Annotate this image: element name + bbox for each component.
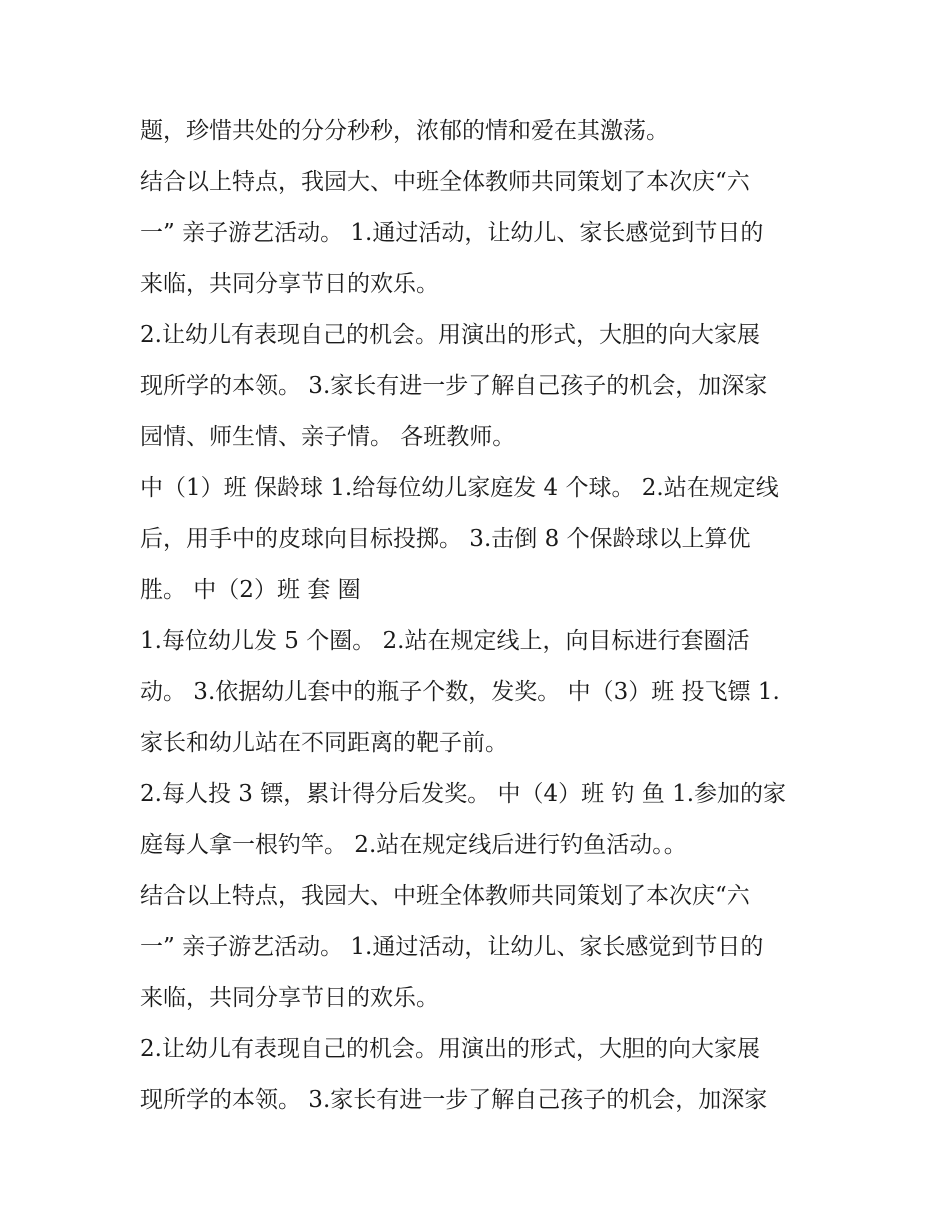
text-line: 题，珍惜共处的分分秒秒，浓郁的情和爱在其激荡。 [140,118,669,144]
document-body [140,106,820,1126]
text-line: 中（1）班 保龄球 1.给每位幼儿家庭发 4 个球。 2.站在规定线 [140,475,779,501]
text-line: 一” 亲子游艺活动。 1.通过活动，让幼儿、家长感觉到节日的 [140,220,764,246]
text-line: 2.每人投 3 镖，累计得分后发奖。 中（4）班 钓 鱼 1.参加的家 [140,781,787,807]
text-line: 2.让幼儿有表现自己的机会。用演出的形式，大胆的向大家展 [140,322,760,348]
text-line: 动。 3.依据幼儿套中的瓶子个数，发奖。 中（3）班 投飞镖 1. [140,679,780,705]
text-line: 结合以上特点，我园大、中班全体教师共同策划了本次庆“六 [140,169,750,195]
text-line: 胜。 中（2）班 套 圈 [140,577,361,603]
text-line: 来临，共同分享节日的欢乐。 [140,271,439,297]
text-line: 现所学的本领。 3.家长有进一步了解自己孩子的机会，加深家 [140,1087,768,1113]
text-line: 庭每人拿一根钓竿。 2.站在规定线后进行钓鱼活动。。 [140,832,687,858]
text-line: 后，用手中的皮球向目标投掷。 3.击倒 8 个保龄球以上算优 [140,526,751,552]
text-line: 2.让幼儿有表现自己的机会。用演出的形式，大胆的向大家展 [140,1036,760,1062]
text-line: 家长和幼儿站在不同距离的靶子前。 [140,730,508,756]
text-line: 来临，共同分享节日的欢乐。 [140,985,439,1011]
text-line: 1.每位幼儿发 5 个圈。 2.站在规定线上，向目标进行套圈活 [140,628,750,654]
text-line: 一” 亲子游艺活动。 1.通过活动，让幼儿、家长感觉到节日的 [140,934,764,960]
text-line: 结合以上特点，我园大、中班全体教师共同策划了本次庆“六 [140,883,750,909]
text-line: 园情、师生情、亲子情。 各班教师。 [140,424,516,450]
text-line: 现所学的本领。 3.家长有进一步了解自己孩子的机会，加深家 [140,373,768,399]
